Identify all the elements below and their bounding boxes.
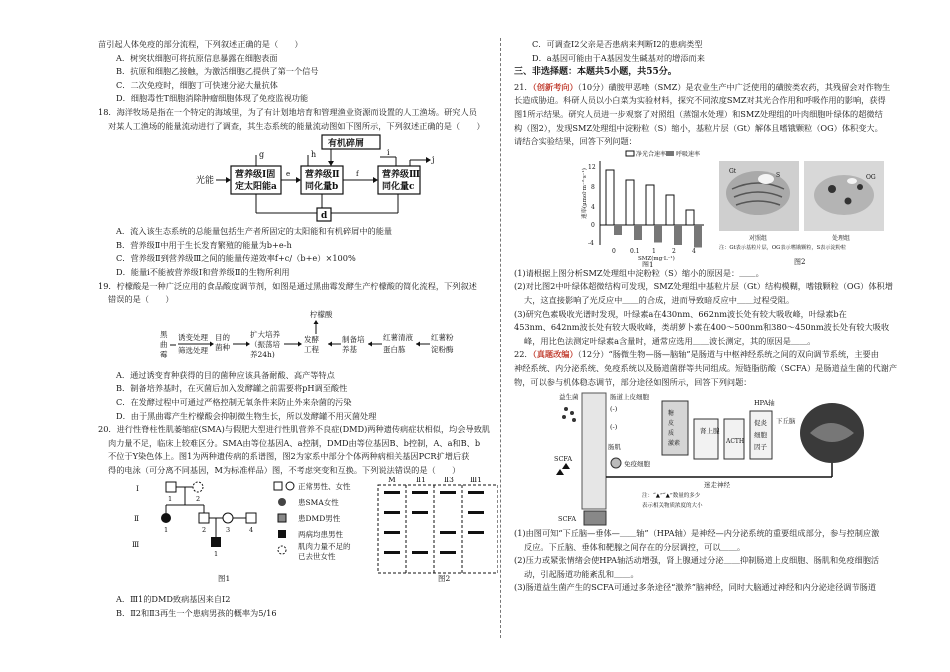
q21-figures [514, 149, 909, 267]
q18-option-a: A．流入该生态系统的总能量包括生产者所固定的太阳能和有机碎屑中的能量 [116, 226, 393, 237]
fig2-caption: 图2 [438, 574, 451, 584]
II4-num: 4 [249, 526, 254, 535]
q21-q1: (1)请根据上图分析SMZ处理组中淀粉粒（S）缩小的原因是：＿＿。 [514, 267, 764, 278]
energy-flow-diagram [98, 133, 498, 225]
q19-option-b: B．制备培养基时，在灭菌后加入发酵罐之前需要将pH调至酸性 [116, 383, 348, 394]
medium-2: 养基 [342, 344, 357, 354]
cort-3: 质 [668, 430, 675, 438]
q20-stem-line4: 得的电泳（可分离不同基因，M为标准样品）图，不考虑突变和互换。下列说法错误的是（ ） [108, 464, 461, 475]
q22-number: 22． [514, 349, 533, 360]
citric-acid-flowchart [98, 307, 498, 369]
label-g: g [259, 150, 265, 160]
q18-stem-line2: 对某人工渔场的能量流动进行了调查，其生态系统的能量流动图如下图所示，下列叙述正确的是（ ） [108, 120, 485, 131]
xtick-0.1: 0.1 [630, 247, 640, 255]
gut-brain-axis-diagram [514, 389, 909, 527]
q21-tag: （创新考向） [532, 81, 578, 92]
q22-line3: 物，可以参与机体稳态调节，部分途径如图所示，回答下列问题： [514, 376, 752, 387]
respiration-bar [674, 225, 682, 245]
q20-stem-line3: 不位于Y染色体上。图1为两种遗传病的系谱图，图2为家系中部分个体两种病相关基因PCR扩增后获 [108, 451, 470, 462]
cort-1: 糖 [668, 410, 675, 418]
q20-option-b: B．Ⅱ2和Ⅱ3再生一个患病男孩的概率为5/16 [116, 608, 277, 619]
ytick-neg4: -4 [588, 239, 594, 247]
intestine-wall [582, 393, 606, 509]
respiration-bar [634, 225, 642, 240]
q21-line4: 构（图2），发现SMZ处理组中淀粉粒（S）缩小，基粒片层（Gt）解体且嗜锇颗粒（OG）体积变大。 [514, 122, 883, 133]
minus-2: (-) [610, 423, 618, 432]
q21-q2-line2: 大，这直接影响了光反应中＿＿的合成，进而导致暗反应中＿＿过程受阻。 [524, 294, 795, 305]
q22-q3-line1: (3)肠道益生菌产生的SCFA可通过多条途径“激养”脑神经，同时大脑通过神经和内分泌途径调节肠道 [514, 582, 877, 593]
q17-option-b: B．抗原和细胞乙接触，为激活细胞乙提供了第一个信号 [116, 66, 319, 77]
label-d: d [321, 211, 328, 222]
immune-cell-label: 免疫细胞 [624, 460, 650, 469]
q21-number: 21． [514, 81, 533, 92]
lane-II1: Ⅱ1 [416, 477, 426, 485]
II3-num: 3 [226, 526, 231, 535]
fermentation-2: 工程 [304, 344, 319, 354]
q19-option-d: D．由于黑曲霉产生柠檬酸会抑制微生物生长，所以发酵罐不用灭菌处理 [116, 410, 377, 421]
mutagenesis: 诱变处理 [178, 332, 208, 342]
pedigree-II4 [246, 513, 256, 523]
acth-label: ACTH [726, 438, 745, 446]
ytick-4: 4 [591, 203, 595, 211]
cort-4: 激素 [668, 440, 681, 448]
muscle-label: 肠肌 [608, 443, 621, 452]
ytick-0: 0 [591, 221, 595, 229]
note-line1: 注：“▲”“▲”数量的多少 [642, 493, 701, 500]
q22-q2-line2: 动，引起肠道功能紊乱和＿＿。 [524, 568, 639, 579]
gen-III: Ⅲ [132, 540, 140, 550]
q22-q1-line1: (1)由图可知“下丘脑—垂体—＿＿轴”（HPA轴）是神经—内分泌系统的重要组成部分，参与控制应激 [514, 528, 880, 539]
q18-stem-line1: 18．海洋牧场是指在一个特定的海域里，为了有计划地培育和管理渔业资源而设置的人工渔场。研究人员 [98, 106, 477, 117]
q21-q3-line2: 453nm、642nm波长处有较大吸收峰，类胡萝卜素在400～500nm和380～450nm波长处有较大吸收 [514, 322, 890, 333]
peptone: 蛋白胨 [383, 344, 406, 354]
box2-line2: 同化量b [305, 182, 339, 193]
cort-2: 皮 [668, 420, 675, 428]
q17-option-a: A．树突状细胞可将抗原信息暴露在细胞表面 [116, 52, 278, 63]
scfa-label-1: SCFA [554, 455, 573, 464]
label-h: h [311, 150, 317, 160]
q19-stem-line1: 19．柠檬酸是一种广泛应用的食品酸度调节剂，如图是通过黑曲霉发酵生产柠檬酸的简化流程，下列叙述 [98, 280, 477, 291]
scfa-label-2: SCFA [558, 515, 577, 524]
adrenal-label: 肾上腺 [700, 427, 720, 436]
column-divider [500, 38, 501, 638]
legend-weak-1: 肌肉力量不足的 [298, 542, 351, 552]
I1-num: 1 [168, 495, 173, 504]
box2-line1: 营养级Ⅱ [305, 170, 340, 181]
legend-net-photosynthesis: 净光合速率 [636, 150, 667, 158]
legend-weak-2: 已去世女性 [298, 552, 336, 562]
tem-label-s: S [776, 171, 781, 179]
xtick-2: 2 [672, 247, 676, 255]
q21-line3: 图1所示结果。研究人员进一步观察了对照组（蒸馏水处理）和SMZ处理组的叶肉细胞叶绿体的超微结 [514, 108, 883, 119]
lane-III1: Ⅲ1 [470, 477, 483, 485]
fig2-caption: 图2 [794, 257, 806, 266]
factor-1: 促炎 [754, 419, 767, 428]
expand-2: （振荡培 [250, 339, 280, 349]
minus-1: (-) [610, 405, 618, 414]
pedigree-II2 [199, 513, 209, 523]
q20-option-a: A．Ⅲ1的DMD致病基因来自I2 [116, 594, 231, 605]
respiration-bar [654, 225, 662, 243]
organic-debris-label: 有机碎屑 [328, 139, 365, 150]
q22-line1 [514, 348, 909, 362]
pedigree-I2 [193, 482, 203, 492]
q22-line2: 神经系统、内分泌系统、免疫系统以及肠道菌群等共同组成。短链脂肪酸（SCFA）是肠道益生菌的代谢产 [514, 362, 898, 373]
tem-treated-label: 处理组 [832, 234, 851, 242]
net-photosynthesis-bar [666, 195, 674, 225]
net-photosynthesis-bar [626, 180, 634, 225]
I2-num: 2 [196, 495, 201, 504]
fig1-ylabel: 速率(μmol·m⁻²·s⁻¹) [582, 167, 588, 219]
box3-line2: 同化量c [382, 182, 415, 193]
q18-option-d: D．能量i不能被营养级Ⅰ和营养级Ⅱ的生物所利用 [116, 266, 290, 277]
q17-option-d: D．细胞毒性T细胞消除肿瘤细胞体现了免疫监视功能 [116, 93, 309, 104]
box1-line2: 定太阳能a [235, 182, 277, 193]
q21-q2-line1: (2)对比图2中叶绿体超微结构可发现，SMZ处理组中基粒片层（Gt）结构模糊，嗜锇颗粒（OG）体积增 [514, 281, 893, 292]
tem-label-gt: Gt [729, 167, 737, 175]
q22-text-1: （12分）“肠微生物—肠—脑轴”是肠道与中枢神经系统之间的双向调节系统，主要由 [577, 349, 879, 360]
screening: 筛选处理 [178, 345, 208, 355]
q21-q3-line3: 峰，用比色法测定叶绿素a含量时，通常应选用＿＿波长测定，其的原因是＿＿。 [524, 335, 816, 346]
II1-num: 1 [164, 526, 169, 535]
box1-line1: 营养级Ⅰ固 [235, 170, 276, 181]
fig2-note: 注：Gt表示基粒片层，OG表示嗜锇颗粒，S表示淀粉粒 [719, 244, 847, 251]
hpa-axis-label: HPA轴 [754, 399, 775, 408]
q21-q3-line1: (3)研究色素吸收光谱时发现，叶绿素a在430nm、662nm波长处有较大吸收峰，叶绿素b在 [514, 308, 847, 319]
q22-tag: （真题改编） [532, 349, 578, 360]
sweet-potato-extract: 红薯清液 [383, 332, 413, 342]
epithelium-label: 肠道上皮细胞 [610, 393, 649, 402]
gen-I: Ⅰ [136, 484, 139, 494]
label-e: e [286, 170, 291, 179]
net-photosynthesis-bar [606, 170, 614, 225]
amylase: 淀粉酶 [431, 344, 454, 354]
factor-3: 因子 [754, 443, 767, 452]
label-f: f [356, 170, 359, 179]
q21-line2: 长造成胁迫。科研人员以小白菜为实验材料，探究不同浓度SMZ对其光合作用和呼吸作用的影响，获得 [514, 95, 886, 106]
net-photosynthesis-bar [686, 210, 694, 225]
q20-option-d: D．a基因可能由于A基因发生碱基对的增添而来 [532, 52, 705, 63]
fig1-caption: 图1 [642, 260, 654, 267]
fermentation-1: 发酵 [304, 334, 319, 344]
q19-stem-line2: 错误的是（ ） [108, 294, 174, 305]
tem-control-label: 对照组 [749, 234, 768, 242]
left-column [98, 38, 498, 621]
q20-option-c: C．可调查Ⅰ2父亲是否患病来判断Ⅰ2的患病类型 [532, 39, 703, 49]
probiotic-label: 益生菌 [559, 393, 579, 402]
tem-label-og: OG [866, 173, 876, 181]
ytick-12: 12 [588, 163, 596, 171]
light-energy-label: 光能 [196, 176, 215, 187]
legend-normal: 正常男性、女性 [298, 482, 351, 492]
label-i: i [387, 148, 390, 158]
aspergillus-3: 霉 [160, 349, 168, 359]
section-heading: 三、非选择题：本题共5小题，共55分。 [514, 67, 677, 78]
pedigree-II3 [223, 513, 233, 523]
fig1-caption: 图1 [218, 574, 231, 584]
aspergillus-2: 曲 [160, 339, 168, 349]
q17-stem-tail: 苗引起人体免疫的部分流程，下列叙述正确的是（ ） [98, 39, 303, 49]
citric-acid-label: 柠檬酸 [310, 309, 333, 319]
factor-2: 细胞 [754, 431, 767, 440]
pedigree-III1 [211, 537, 221, 547]
lane-II3: Ⅱ3 [444, 477, 454, 485]
legend-both-male: 两病均患男性 [298, 530, 343, 540]
q19-option-c: C．在发酵过程中可通过严格控制无氧条件来防止外来杂菌的污染 [116, 396, 352, 407]
pedigree-and-gel-figure [98, 477, 498, 593]
target-strain-1: 目的 [215, 332, 230, 342]
q22-q2-line1: (2)压力或紧张情绪会使HPA轴活动增强，肾上腺通过分泌＿＿抑制肠道上皮细胞、肠肌和免疫细胞活 [514, 555, 880, 566]
lane-M: M [388, 477, 396, 485]
sweet-potato-powder: 红薯粉 [431, 332, 454, 342]
II2-num: 2 [202, 526, 207, 535]
q19-option-a: A．通过诱变育种获得的目的菌种应该具备耐酸、高产等特点 [116, 369, 335, 380]
respiration-bar [614, 225, 622, 235]
target-strain-2: 菌种 [215, 342, 230, 352]
xtick-1: 1 [652, 247, 656, 255]
fig1-bars [606, 170, 702, 248]
respiration-bar [694, 225, 702, 248]
q18-option-b: B．营养级Ⅱ中用于生长发育繁殖的能量为b+e-h [116, 239, 292, 250]
q22-q1-line2: 反应。下丘脑、垂体和靶腺之间存在的分层调控，可以＿＿。 [524, 541, 746, 552]
fig1-xlabel: SMZ(mg·L⁻¹) [638, 255, 675, 262]
hypothalamus-label: 下丘脑 [776, 417, 796, 426]
box3-line1: 营养级Ⅲ [382, 170, 420, 181]
expand-1: 扩大培养 [250, 329, 280, 339]
q20-stem-line2: 肉力量不足，临床上较难区分。SMA由等位基因A、a控制，DMD由等位基因B、b控制，A、a和B、b [108, 437, 481, 448]
legend-sma-female: 患SMA女性 [298, 498, 339, 508]
III1-num: 1 [214, 550, 219, 559]
q17-option-c: C．二次免疫时，细胞丁可快速分泌大量抗体 [116, 79, 278, 90]
label-j: j [432, 155, 435, 165]
net-photosynthesis-bar [646, 185, 654, 225]
q21-text-1: （10分）磺胺甲恶唑（SMZ）是农业生产中广泛使用的磺胺类农药，其残留会对作物生 [577, 81, 891, 92]
adrenal-box [694, 419, 718, 459]
legend-dmd-male: 患DMD男性 [298, 514, 341, 524]
legend-respiration: 呼吸速率 [676, 150, 701, 158]
xtick-0: 0 [612, 247, 616, 255]
gel-frame [378, 485, 498, 573]
aspergillus-1: 黑 [160, 329, 168, 339]
pedigree-II1 [161, 513, 171, 523]
medium-1: 制备培 [342, 334, 365, 344]
q18-option-c: C．营养级Ⅱ到营养级Ⅲ之间的能量传递效率f+c/（b+e）×100% [116, 253, 356, 264]
expand-3: 养24h) [250, 349, 275, 359]
q20-stem-line1: 20．进行性脊柱性肌萎缩症(SMA)与假肥大型进行性肌营养不良症(DMD)两种遗传病症状相似，均会导致肌 [98, 424, 491, 435]
ytick-8: 8 [591, 183, 595, 191]
pedigree-I1 [166, 482, 176, 492]
vagus-label: 迷走神经 [704, 481, 730, 490]
xtick-4: 4 [692, 247, 696, 255]
note-line2: 表示相关物质浓度的大小 [642, 503, 703, 510]
right-column [514, 38, 909, 595]
gen-II: Ⅱ [134, 514, 140, 524]
cortisol-name: 糖皮质激素 [662, 461, 682, 467]
q21-line1 [514, 81, 909, 95]
q21-line5: 请结合实验结果，回答下列问题： [514, 136, 637, 147]
